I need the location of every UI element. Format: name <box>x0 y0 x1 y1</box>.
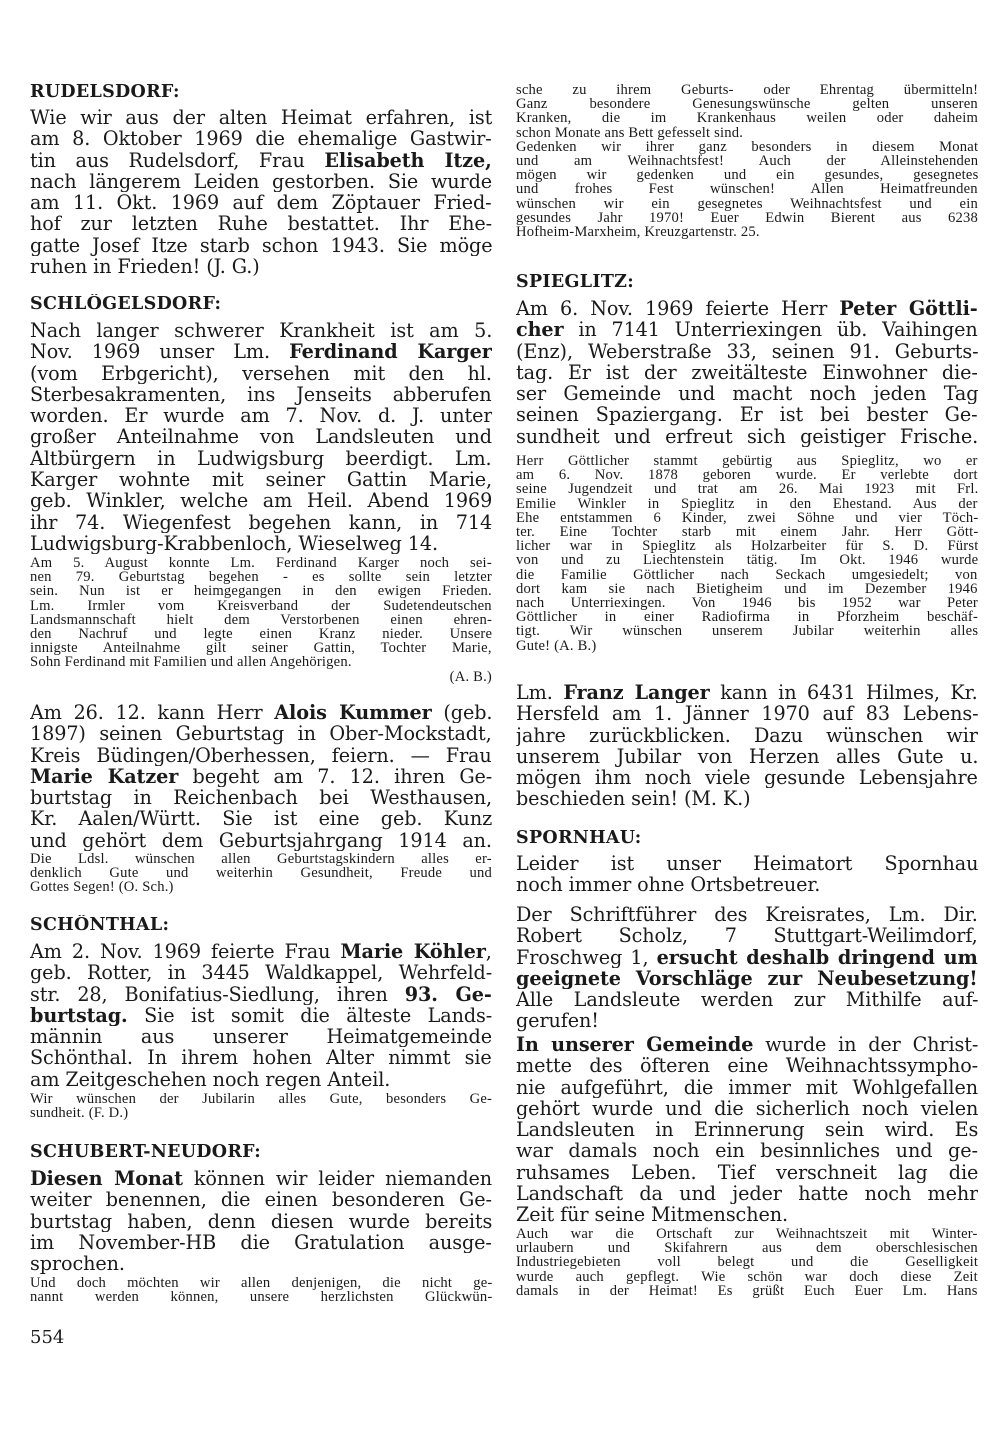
paragraph-schoenthal: Am 2. Nov. 1969 feierte Frau Marie Köhler, geb. Rotter, in 3445 Waldkappel, Wehrfeld- str. 28, Bonifatius-Siedlung, ihren 93. Ge- burtstag. Sie ist somit die älteste Lands- männin aus unserer Heimatgemeinde Schönthal. In ihrem hohen Alter nimmt sie am Zeitgeschehen noch regen Anteil. <box>30 941 492 1091</box>
heading-rudelsdorf: RUDELSDORF: <box>30 82 180 102</box>
bold-lead: In unserer Gemeinde <box>516 1034 754 1056</box>
bold-name: Alois Kummer <box>274 702 432 724</box>
small-paragraph-birthday-wishes: Die Ldsl. wünschen allen Geburtstagskindern alles er- denklich Gute und weiterhin Gesundheit, Freude und Gottes Segen! (O. Sch.) <box>30 852 492 895</box>
signature: (A. B.) <box>449 669 492 684</box>
bold-name: Franz Langer <box>563 682 710 704</box>
paragraph-spornhau-1: Leider ist unser Heimatort Spornhau noch immer ohne Ortsbetreuer. <box>516 853 978 896</box>
small-paragraph-schubert-neudorf: Und doch möchten wir allen denjenigen, die nicht ge- nannt werden können, unsere herzlichsten Glückwün- <box>30 1276 492 1305</box>
small-paragraph-spornhau: Auch war die Ortschaft zur Weihnachtszeit mit Winter- urlaubern und Skifahrern aus dem oberschlesischen Industriegebieten voll belegt und die Geselligkeit wurde auch gepflegt. Wie schön war doch diese Zeit damals in der Heimat! Es grüßt Euch Euer Lm. Hans <box>516 1227 978 1299</box>
heading-schubert-neudorf: SCHUBERT-NEUDORF: <box>30 1142 262 1162</box>
paragraph-spornhau-2: Der Schriftführer des Kreisrates, Lm. Dir. Robert Scholz, 7 Stuttgart-Weilimdorf, Froschweg 1, ersucht deshalb dringend um geeignete Vorschläge zur Neubesetzung! Alle Landsleute werden zur Mithilfe auf- gerufen! <box>516 904 978 1032</box>
paragraph-spornhau-3: In unserer Gemeinde wurde in der Christ- mette des öfteren eine Weihnachtssympho- nie aufgeführt, die immer mit Wohlgefallen gehört wurde und die sicherlich noch vielen Landsleuten in Erinnerung sein wird. Es war damals noch ein besinnliches und ge- ruhsames Leben. Tief verschneit lag die Landschaft da und jeder hatte noch mehr Zeit für seine Mitmenschen. <box>516 1034 978 1226</box>
paragraph-franz-langer: Lm. Franz Langer kann in 6431 Hilmes, Kr. Hersfeld am 1. Jänner 1970 auf 83 Lebens- jahre zurückblicken. Dazu wünschen wir unserem Jubilar von Herzen alles Gute u. mögen ihm noch viele gesunde Lebensjahre beschieden sein! (M. K.) <box>516 682 978 810</box>
small-paragraph-continuation: sche zu ihrem Geburts- oder Ehrentag übermitteln! Ganz besondere Genesungswünsche gelten unseren Kranken, die im Krankenhaus weilen oder daheim schon Monate ans Bett gefesselt sind. Gedenken wir ihrer ganz besonders in diesem Monat und am Weihnachtsfest! Auch der Alleinstehenden mögen wir gedenken und ein gesundes, gesegnetes und frohes Fest wünschen! Allen Heimatfreunden wünschen wir ein gesegnetes Weihnachtsfest und ein gesundes Jahr 1970! Euer Edwin Bierent aus 6238 Hofheim-Marxheim, Kreuzgartenstr. 25. <box>516 83 978 240</box>
paragraph-rudelsdorf: Wie wir aus der alten Heimat erfahren, ist am 8. Oktober 1969 die ehemalige Gastwir- tin aus Rudelsdorf, Frau Elisabeth Itze, nach längerem Leiden gestorben. Sie wurde am 11. Okt. 1969 auf dem Zöptauer Fried- hof zur letzten Ruhe bestattet. Ihr Ehe- gatte Josef Itze starb schon 1943. Sie möge ruhen in Frieden! (J. G.) <box>30 107 492 278</box>
heading-spieglitz: SPIEGLITZ: <box>516 272 635 292</box>
paragraph-schloegelsdorf: Nach langer schwerer Krankheit ist am 5. Nov. 1969 unser Lm. Ferdinand Karger (vom Erbgericht), versehen mit den hl. Sterbesakramenten, ins Jenseits abberufen worden. Er wurde am 7. Nov. d. J. unter großer Anteilnahme von Landsleuten und Altbürgern in Ludwigsburg beerdigt. Lm. Karger wohnte mit seiner Gattin Marie, geb. Winkler, welche am Heil. Abend 1969 ihr 74. Wiegenfest begehen kann, in 714 Ludwigsburg-Krabbenloch, Wieselweg 14. <box>30 320 492 555</box>
bold-name: Marie Köhler <box>340 941 486 963</box>
bold-name: Peter Göttli- <box>839 298 978 320</box>
heading-spornhau: SPORNHAU: <box>516 828 642 848</box>
small-paragraph-schoenthal: Wir wünschen der Jubilarin alles Gute, besonders Ge- sundheit. (F. D.) <box>30 1092 492 1121</box>
heading-schloegelsdorf: SCHLÖGELSDORF: <box>30 294 222 314</box>
heading-schoenthal: SCHÖNTHAL: <box>30 915 170 935</box>
small-paragraph-spieglitz: Herr Göttlicher stammt gebürtig aus Spieglitz, wo er am 6. Nov. 1878 geboren wurde. Er verlebte dort seine Jugendzeit und trat am 26. Mai 1923 mit Frl. Emilie Winkler in Spieglitz in den Ehestand. Aus der Ehe entstammen 6 Kinder, zwei Söhne und vier Töch- ter. Eine Tochter starb mit einem Jahr. Herr Gött- licher war in Spieglitz als Holzarbeiter für S. D. Fürst von und zu Liechtenstein tätig. Im Okt. 1946 wurde die Familie Göttlicher nach Seckach umgesiedelt; von dort kam sie nach Bietigheim und im Dezember 1946 nach Unterriexingen. Von 1946 bis 1952 war Peter Göttlicher in einer Radiofirma in Pforzheim beschäf- tigt. Wir wünschen unserem Jubilar weiterhin alles Gute! (A. B.) <box>516 454 978 653</box>
page-number: 554 <box>30 1327 65 1348</box>
bold-name: Marie Katzer <box>30 765 179 788</box>
bold-lead: Diesen Monat <box>30 1168 183 1190</box>
bold-name: Elisabeth Itze, <box>324 149 492 171</box>
paragraph-schubert-neudorf: Diesen Monat können wir leider niemanden weiter benennen, die einen besonderen Ge- burtstag haben, denn diesen wurde bereits im November-HB die Gratulation ausge- sprochen. <box>30 1168 492 1275</box>
bold-name: Ferdinand Karger <box>289 341 492 363</box>
paragraph-birthdays: Am 26. 12. kann Herr Alois Kummer (geb. 1897) seinen Geburtstag in Ober-Mockstadt, Kreis Büdingen/Oberhessen, feiern. — Frau Marie Katzer begeht am 7. 12. ihren Ge- burtstag in Reichenbach bei Westhausen, Kr. Aalen/Württ. Sie ist eine geb. Kunz und gehört dem Geburtsjahrgang 1914 an. <box>30 702 492 852</box>
small-paragraph-schloegelsdorf: Am 5. August konnte Lm. Ferdinand Karger noch sei- nen 79. Geburtstag begehen - es sollte sein letzter sein. Nun ist er heimgegangen in den ewigen Frieden. Lm. Irmler vom Kreisverband der Sudetendeutschen Landsmannschaft hielt dem Verstorbenen einen ehren- den Nachruf und legte einen Kranz nieder. Unsere innigste Anteilnahme gilt seiner Gattin, Tochter Marie, Sohn Ferdinand mit Familien und allen Angehörigen. (A. B.) <box>30 556 492 684</box>
paragraph-spieglitz: Am 6. Nov. 1969 feierte Herr Peter Göttli- cher in 7141 Unterriexingen üb. Vaihingen (Enz), Weberstraße 33, seinen 91. Geburts- tag. Er ist der zweitälteste Einwohner die- ser Gemeinde und macht noch jeden Tag seinen Spaziergang. Er ist bei bester Ge- sundheit und erfreut sich geistiger Frische. <box>516 298 978 448</box>
